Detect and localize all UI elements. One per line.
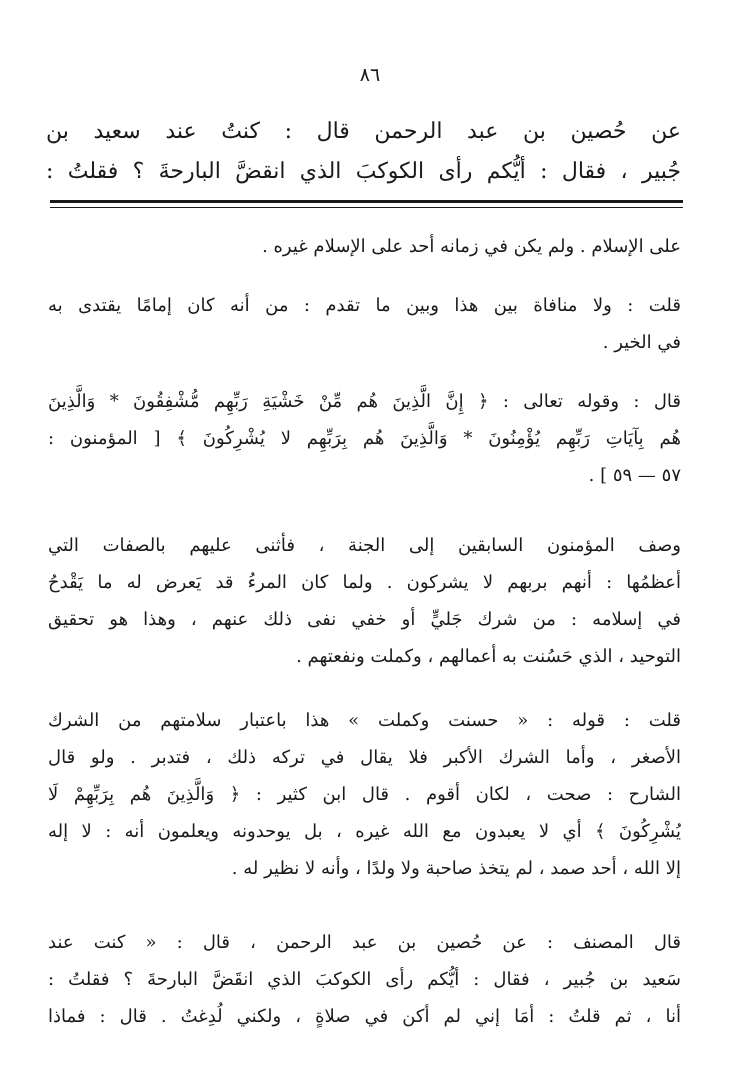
- header-line: جُبير ، فقال : أيُّكم رأى الكوكبَ الذي انقضَّ البارحةَ ؟ فقلتُ :: [46, 159, 681, 184]
- text-line: الأصغر ، وأما الشرك الأكبر فلا يقال في تركه ذلك ، فتدبر . ولو قال: [48, 747, 681, 768]
- text-line: يُشْرِكُونَ ﴾ أي لا يعبدون مع الله غيره ، بل يوحدونه ويعلمون أنه : لا إله: [48, 821, 681, 842]
- text-line: التوحيد ، الذي حَسُنت به أعمالهم ، وكملت ونفعتهم .: [296, 646, 681, 667]
- paragraph: [48, 702, 681, 887]
- paragraph: [48, 527, 681, 675]
- paragraph: [48, 287, 681, 361]
- header-divider-thin: [50, 207, 683, 208]
- paragraph-quran-citation: [48, 383, 681, 494]
- header-line: عن حُصين بن عبد الرحمن قال : كنتُ عند سعيد بن: [46, 119, 681, 144]
- header-divider-thick: [50, 200, 683, 203]
- text-line: أنا ، ثم قلتُ : أمَا إني لم أكن في صلاةٍ ، ولكني لُدِغتُ . قال : فماذا: [48, 1006, 681, 1027]
- text-line: قلت : ولا منافاة بين هذا وبين ما تقدم : من أنه كان إمامًا يقتدى به: [48, 295, 681, 316]
- text-line: في الخير .: [602, 332, 681, 353]
- text-line: هُم بِآيَاتِ رَبِّهِم يُؤْمِنُونَ * وَالَّذِينَ هُم بِرَبِّهِم لا يُشْرِكُونَ ﴾ [ المؤمنون :: [48, 428, 681, 449]
- paragraph: [48, 924, 681, 1035]
- text-line: على الإسلام . ولم يكن في زمانه أحد على الإسلام غيره .: [262, 236, 681, 257]
- text-line: سَعيد بن جُبير ، فقال : أيُّكم رأى الكوكبَ الذي انقَضَّ البارحةَ ؟ فقلتُ :: [48, 969, 681, 990]
- text-line: قال : وقوله تعالى : ﴿ إِنَّ الَّذِينَ هُم مِّنْ خَشْيَةِ رَبِّهِم مُّشْفِقُونَ * وَالَّذِينَ: [48, 391, 681, 412]
- text-line: وصف المؤمنون السابقين إلى الجنة ، فأثنى عليهم بالصفات التي: [48, 535, 681, 556]
- running-header: [46, 112, 681, 192]
- paragraph: [48, 228, 681, 265]
- text-line: إلا الله ، أحد صمد ، لم يتخذ صاحبة ولا ولدًا ، وأنه لا نظير له .: [231, 858, 681, 879]
- text-line: في إسلامه : من شرك جَليٍّ أو خفي نفى ذلك عنهم ، وهذا هو تحقيق: [48, 609, 681, 630]
- text-line: قال المصنف : عن حُصين بن عبد الرحمن ، قال : « كنت عند: [48, 932, 681, 953]
- page-number: ٨٦: [359, 64, 381, 86]
- text-line: قلت : قوله : « حسنت وكملت » هذا باعتبار سلامتهم من الشرك: [48, 710, 681, 731]
- text-line: أعظمُها : أنهم بربهم لا يشركون . ولما كان المرءُ قد يَعرض له ما يَقْدحُ: [48, 572, 681, 593]
- text-line: الشارح : صحت ، لكان أقوم . قال ابن كثير : ﴿ وَالَّذِينَ هُم بِرَبِّهِمْ لَا: [48, 784, 681, 805]
- text-line: ٥٧ — ٥٩ ] .: [588, 465, 681, 486]
- body-text: [48, 228, 681, 1035]
